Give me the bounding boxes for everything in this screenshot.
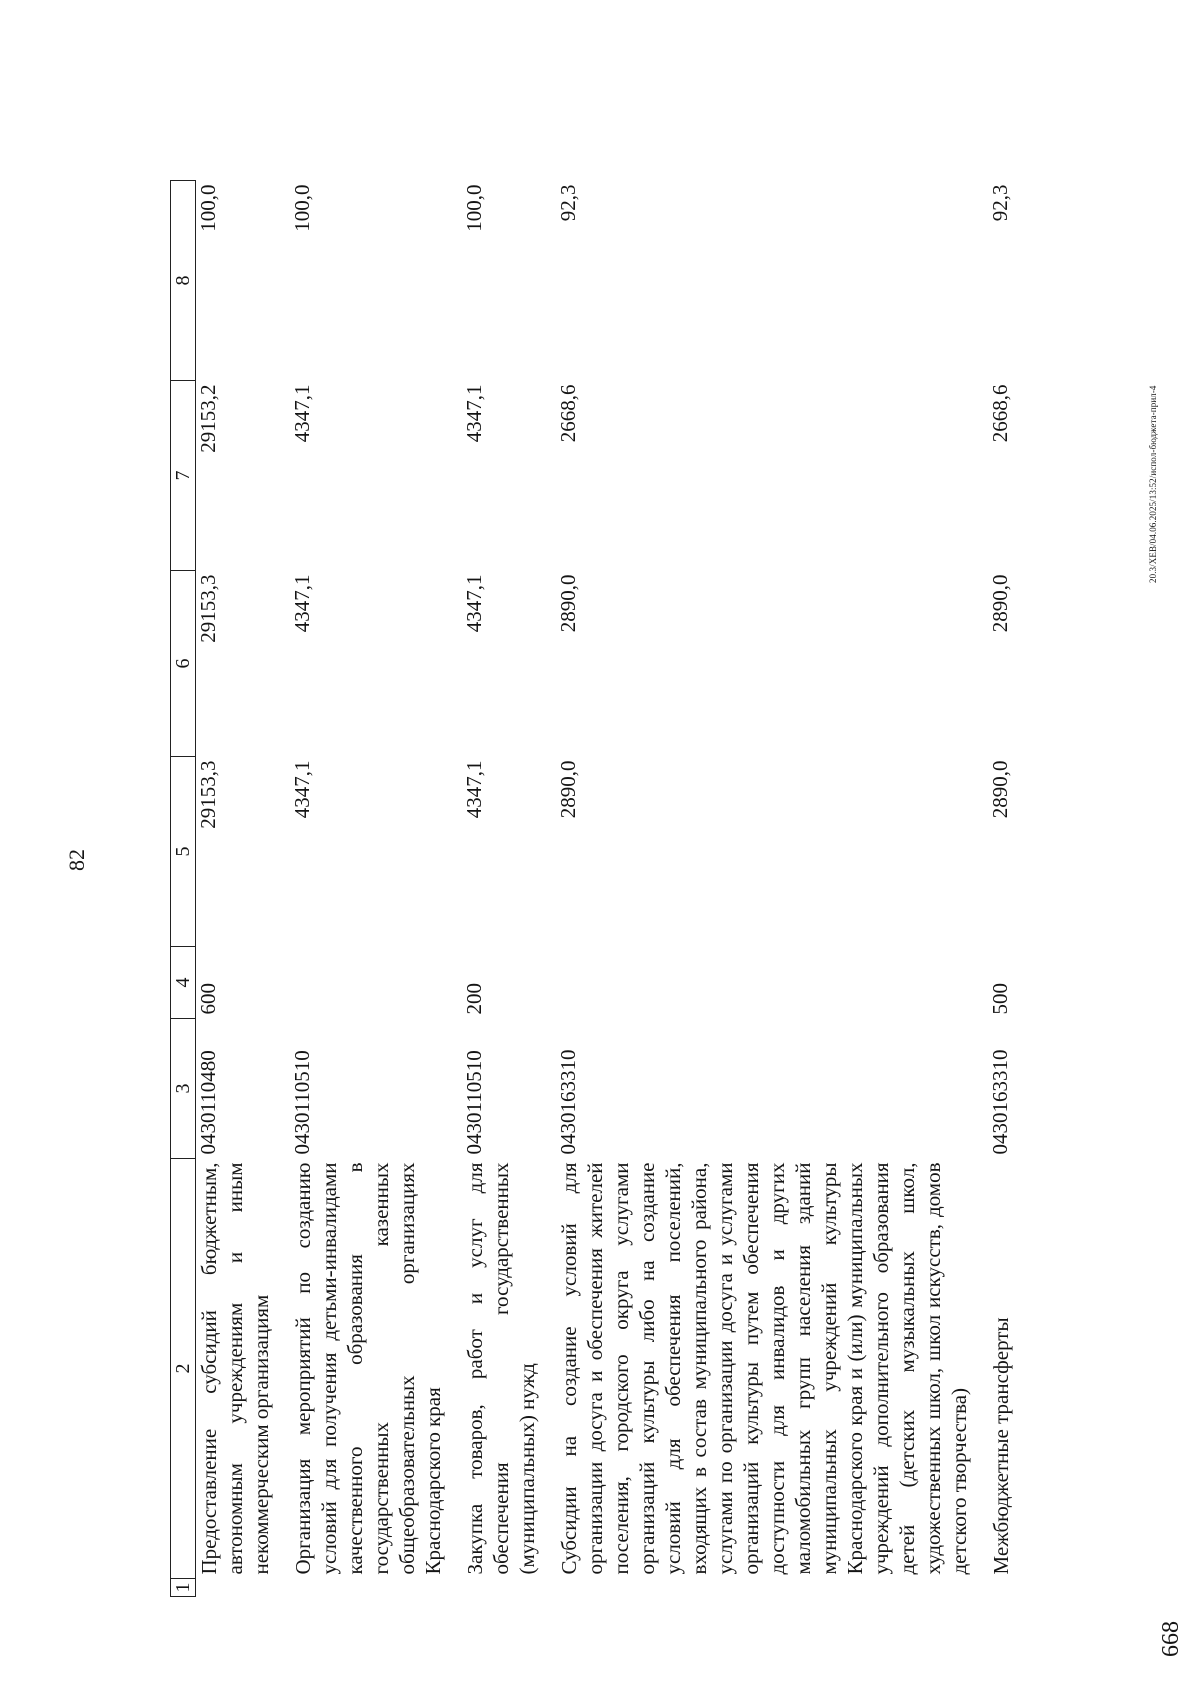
row-value-col7: 2668,6 <box>556 384 580 443</box>
row-value-col8: 92,3 <box>988 184 1012 222</box>
column-header-1: 1 <box>171 1579 196 1597</box>
row-description: Предоставление субсидий бюджетным, автономным учреждениям и иным некоммерческим организациям <box>197 1162 273 1575</box>
row-target-code: 0430163310 <box>556 1049 580 1155</box>
row-target-code: 0430110510 <box>462 1050 486 1155</box>
row-cell-blank <box>988 1579 1030 1597</box>
row-value-col6: 4347,1 <box>290 574 314 633</box>
column-header-2: 2 <box>171 1159 196 1579</box>
row-value-col8: 100,0 <box>462 184 486 232</box>
row-value-col7: 29153,2 <box>196 384 220 453</box>
row-value-col8: 100,0 <box>290 184 314 232</box>
table-row <box>988 181 1030 1597</box>
row-expense-type <box>290 947 462 1019</box>
column-header-3: 3 <box>171 1019 196 1159</box>
row-expense-type: 600 <box>196 983 220 1015</box>
row-value-col6: 2890,0 <box>556 574 580 633</box>
row-value-col5: 2890,0 <box>988 760 1012 819</box>
row-expense-type: 200 <box>462 983 486 1015</box>
row-value-col6: 29153,3 <box>196 574 220 643</box>
column-header-4: 4 <box>171 947 196 1019</box>
row-cell-blank <box>556 1579 988 1597</box>
row-description: Субсидии на создание условий для организации досуга и обеспечения жителей поселения, городского округа услугами организаций культуры либо на создание условий для обеспечения поселений, входящих в состав муниципального района, услугами по организации досуга и услугами организаций культуры путем обеспечения доступности для инвалидов и других маломобильных групп населения зданий муниципальных учреждений культуры Краснодарского края и (или) муниципальных учреждений дополнительного образования детей (детских музыкальных школ, художественных школ, школ искусств, домов детского творчества) <box>557 1162 971 1575</box>
row-description: Закупка товаров, работ и услуг для обеспечения государственных (муниципальных) нужд <box>463 1162 539 1575</box>
row-value-col5: 2890,0 <box>556 760 580 819</box>
row-value-col5: 29153,3 <box>196 760 220 829</box>
column-header-6: 6 <box>171 571 196 757</box>
row-expense-type: 500 <box>988 983 1012 1015</box>
table-row <box>462 181 556 1597</box>
column-header-8: 8 <box>171 181 196 381</box>
row-target-code: 0430110510 <box>290 1050 314 1155</box>
table-row <box>556 181 988 1597</box>
row-cell-blank <box>462 1579 556 1597</box>
row-value-col7: 2668,6 <box>988 384 1012 443</box>
row-target-code: 0430163310 <box>988 1049 1012 1155</box>
column-header-5: 5 <box>171 757 196 947</box>
row-value-col5: 4347,1 <box>462 760 486 819</box>
row-value-col5: 4347,1 <box>290 760 314 819</box>
row-value-col8: 100,0 <box>196 184 220 232</box>
row-cell-blank <box>290 1579 462 1597</box>
page-number: 82 <box>64 849 89 871</box>
row-value-col6: 2890,0 <box>988 574 1012 633</box>
row-value-col6: 4347,1 <box>462 574 486 633</box>
sheet-number: 668 <box>1158 1621 1184 1657</box>
row-cell-blank <box>196 1579 291 1597</box>
row-description: Межбюджетные трансферты <box>989 1317 1013 1575</box>
column-header-7: 7 <box>171 381 196 571</box>
row-value-col7: 4347,1 <box>290 384 314 443</box>
row-value-col7: 4347,1 <box>462 384 486 443</box>
row-description: Организация мероприятий по созданию условий для получения детьми-инвалидами качественного образования в государственных казенных общеобразовательных организациях Краснодарского края <box>291 1162 445 1575</box>
document-stamp: 20.3/ХЕВ/04.06.2025/13:52/испол-бюджета-прил-4 <box>1148 385 1158 583</box>
row-expense-type <box>556 947 988 1019</box>
table-header-row <box>171 181 196 1597</box>
table-row <box>290 181 462 1597</box>
table-row <box>196 181 291 1597</box>
row-target-code: 0430110480 <box>196 1050 220 1155</box>
row-value-col8: 92,3 <box>556 184 580 222</box>
budget-table <box>170 180 1030 1597</box>
